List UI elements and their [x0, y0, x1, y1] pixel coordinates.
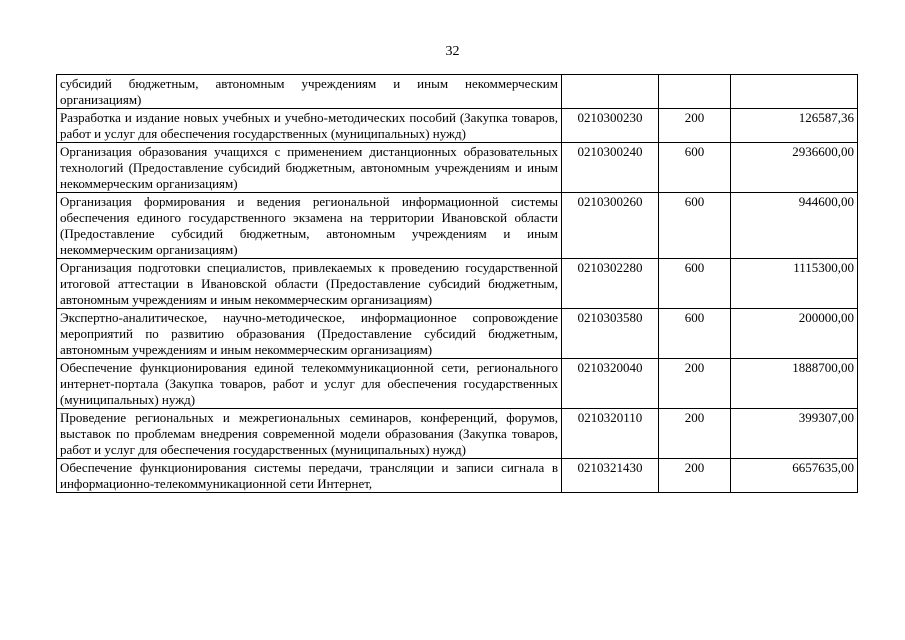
amount: 126587,36 — [731, 109, 858, 143]
expense-name: Организация подготовки специалистов, привлекаемых к проведению государственной итоговой аттестации в Ивановской области (Предоставление субсидий бюджетным, автономным учреждениям и иным некоммерческим организациям) — [57, 259, 562, 309]
expense-name: Экспертно-аналитическое, научно-методическое, информационное сопровождение мероприятий по развитию образования (Предоставление субсидий бюджетным, автономным учреждениям и иным некоммерческим организациям) — [57, 309, 562, 359]
table-row — [57, 359, 858, 409]
expense-name: Организация формирования и ведения региональной информационной системы обеспечения единого государственного экзамена на территории Ивановской области (Предоставление субсидий бюджетным, автономным учреждениям и иным некоммерческим организациям) — [57, 193, 562, 259]
budget-table — [56, 74, 858, 493]
expense-name: Организация образования учащихся с применением дистанционных образовательных технологий (Предоставление субсидий бюджетным, автономным учреждениям и иным некоммерческим организациям) — [57, 143, 562, 193]
table-row — [57, 459, 858, 493]
target-code: 0210300260 — [562, 193, 659, 259]
table-row — [57, 309, 858, 359]
amount: 399307,00 — [731, 409, 858, 459]
expense-name: Обеспечение функционирования системы передачи, трансляции и записи сигнала в информационно-телекоммуникационной сети Интернет, — [57, 459, 562, 493]
expense-name: Обеспечение функционирования единой телекоммуникационной сети, регионального интернет-портала (Закупка товаров, работ и услуг для обеспечения государственных (муниципальных) нужд) — [57, 359, 562, 409]
expense-type: 600 — [659, 193, 731, 259]
table-row — [57, 109, 858, 143]
table-row — [57, 193, 858, 259]
table-row — [57, 259, 858, 309]
target-code: 0210320040 — [562, 359, 659, 409]
expense-type: 200 — [659, 459, 731, 493]
amount: 200000,00 — [731, 309, 858, 359]
table-row — [57, 143, 858, 193]
table-row — [57, 409, 858, 459]
target-code — [562, 75, 659, 109]
amount — [731, 75, 858, 109]
amount: 1115300,00 — [731, 259, 858, 309]
target-code: 0210320110 — [562, 409, 659, 459]
expense-name: субсидий бюджетным, автономным учреждениям и иным некоммерческим организациям) — [57, 75, 562, 109]
target-code: 0210302280 — [562, 259, 659, 309]
amount: 6657635,00 — [731, 459, 858, 493]
amount: 944600,00 — [731, 193, 858, 259]
expense-type: 600 — [659, 143, 731, 193]
expense-type: 600 — [659, 309, 731, 359]
expense-type — [659, 75, 731, 109]
expense-name: Разработка и издание новых учебных и учебно-методических пособий (Закупка товаров, работ и услуг для обеспечения государственных (муниципальных) нужд) — [57, 109, 562, 143]
expense-type: 200 — [659, 359, 731, 409]
expense-type: 200 — [659, 409, 731, 459]
target-code: 0210303580 — [562, 309, 659, 359]
expense-type: 200 — [659, 109, 731, 143]
amount: 2936600,00 — [731, 143, 858, 193]
amount: 1888700,00 — [731, 359, 858, 409]
page-number: 32 — [445, 44, 460, 59]
expense-name: Проведение региональных и межрегиональных семинаров, конференций, форумов, выставок по проблемам внедрения современной модели образования (Закупка товаров, работ и услуг для обеспечения государственных (муниципальных) нужд) — [57, 409, 562, 459]
target-code: 0210300230 — [562, 109, 659, 143]
table-row — [57, 75, 858, 109]
target-code: 0210300240 — [562, 143, 659, 193]
target-code: 0210321430 — [562, 459, 659, 493]
expense-type: 600 — [659, 259, 731, 309]
